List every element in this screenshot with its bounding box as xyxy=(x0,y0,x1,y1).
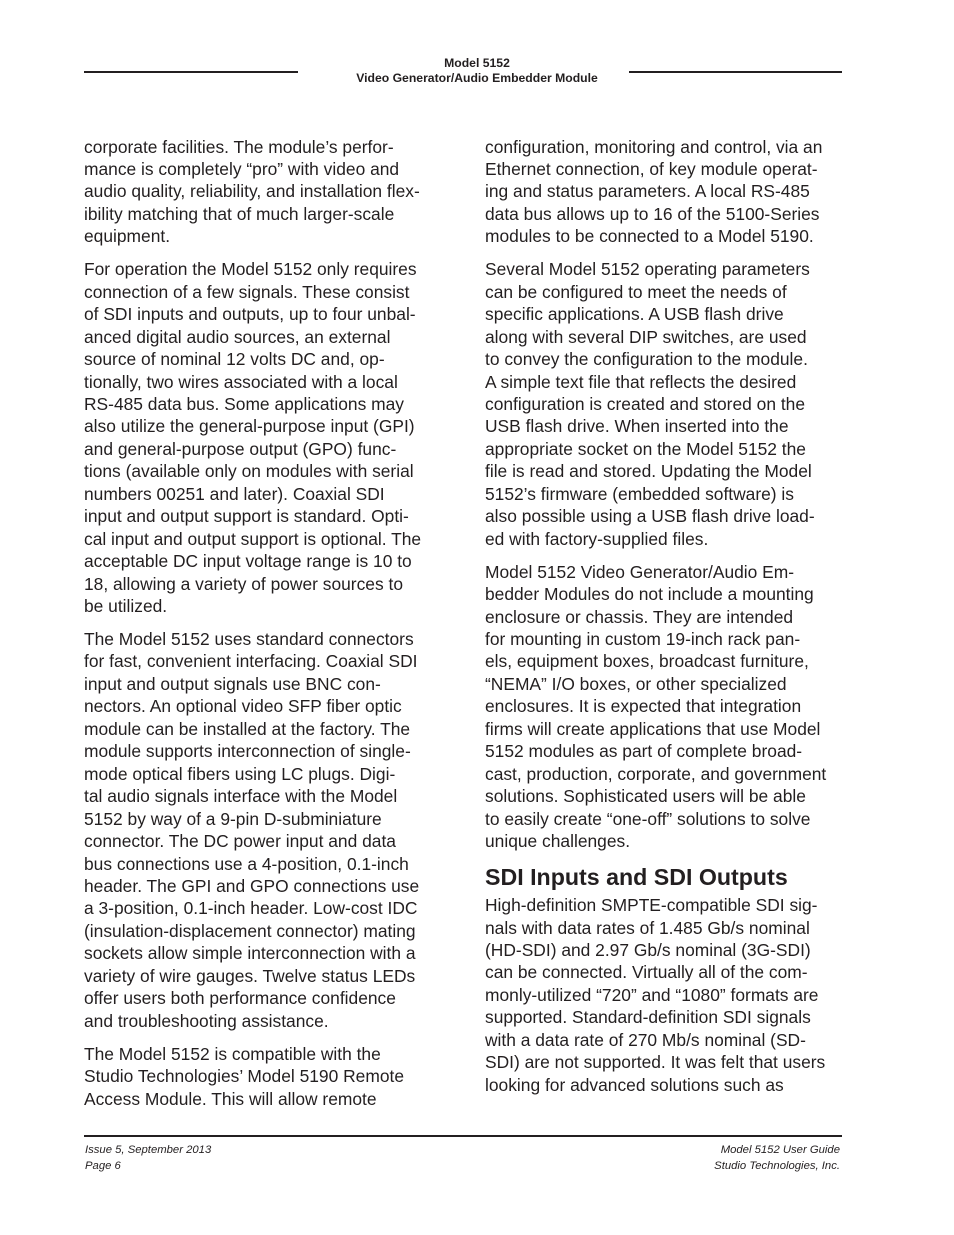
text-line: of SDI inputs and outputs, up to four unbal- xyxy=(84,304,416,325)
paragraph xyxy=(485,894,857,1096)
paragraph xyxy=(485,136,857,248)
text-line: data bus allows up to 16 of the 5100-Series xyxy=(485,203,820,224)
text-line: 5152’s firmware (embedded software) is xyxy=(485,483,794,504)
text-line: bedder Modules do not include a mounting xyxy=(485,584,814,605)
text-line: Several Model 5152 operating parameters xyxy=(485,259,810,280)
section-heading: SDI Inputs and SDI Outputs xyxy=(485,864,788,891)
text-line: firms will create applications that use Model xyxy=(485,718,821,739)
text-line: module can be installed at the factory. The xyxy=(84,718,411,739)
text-line: to convey the configuration to the module. xyxy=(485,349,808,370)
text-line: ing and status parameters. A local RS-485 xyxy=(485,181,810,202)
text-line: and troubleshooting assistance. xyxy=(84,1010,329,1031)
text-line: module supports interconnection of single- xyxy=(84,741,411,762)
page-header-title xyxy=(0,56,954,85)
text-line: solutions. Sophisticated users will be able xyxy=(485,786,806,807)
text-line: Model 5152 Video Generator/Audio Em- xyxy=(485,561,795,582)
text-line: (HD-SDI) and 2.97 Gb/s nominal (3G-SDI) xyxy=(485,939,811,960)
text-line: configuration is created and stored on the xyxy=(485,393,806,414)
text-line: unique challenges. xyxy=(485,831,631,852)
header-model: Model 5152 xyxy=(444,56,510,70)
header-subtitle: Video Generator/Audio Embedder Module xyxy=(356,70,598,85)
text-line: input and output support is standard. Opti- xyxy=(84,506,409,527)
text-line: anced digital audio sources, an external xyxy=(84,326,391,347)
text-line: also utilize the general-purpose input (GPI) xyxy=(84,416,415,437)
text-line: for mounting in custom 19-inch rack pan- xyxy=(485,629,801,650)
text-line: modules to be connected to a Model 5190. xyxy=(485,226,814,247)
text-line: Studio Technologies’ Model 5190 Remote xyxy=(84,1066,405,1087)
footer-issue: Issue 5, September 2013 xyxy=(85,1144,212,1156)
paragraph xyxy=(485,258,857,550)
footer-rule xyxy=(84,1135,842,1137)
text-line: The Model 5152 is compatible with the xyxy=(84,1043,381,1064)
footer-guide-title: Model 5152 User Guide xyxy=(720,1144,840,1156)
text-line: 18, allowing a variety of power sources to xyxy=(84,573,403,594)
text-line: input and output signals use BNC con- xyxy=(84,673,381,694)
paragraph xyxy=(485,561,857,853)
text-line: a 3-position, 0.1-inch header. Low-cost IDC xyxy=(84,898,418,919)
paragraph xyxy=(84,136,452,248)
text-line: tions (available only on modules with serial xyxy=(84,461,414,482)
text-line: equipment. xyxy=(84,226,171,247)
text-line: enclosure or chassis. They are intended xyxy=(485,606,794,627)
text-line: supported. Standard-definition SDI signals xyxy=(485,1007,811,1028)
text-line: appropriate socket on the Model 5152 the xyxy=(485,438,806,459)
text-line: numbers 00251 and later). Coaxial SDI xyxy=(84,483,385,504)
text-line: offer users both performance confidence xyxy=(84,988,396,1009)
left-column xyxy=(84,136,452,1121)
text-line: can be configured to meet the needs of xyxy=(485,281,787,302)
text-line: header. The GPI and GPO connections use xyxy=(84,876,420,896)
text-line: (insulation-displacement connector) mating xyxy=(84,920,416,941)
text-line: bus connections use a 4-position, 0.1-inch xyxy=(84,853,409,874)
text-line: tionally, two wires associated with a local xyxy=(84,371,398,392)
text-line: be utilized. xyxy=(84,596,168,617)
text-line: ed with factory-supplied files. xyxy=(485,528,709,549)
text-line: cal input and output support is optional. The xyxy=(84,528,422,549)
text-line: els, equipment boxes, broadcast furniture, xyxy=(485,651,809,672)
text-line: A simple text file that reflects the desired xyxy=(485,371,797,392)
text-line: The Model 5152 uses standard connectors xyxy=(84,629,414,650)
text-line: cast, production, corporate, and government xyxy=(485,763,827,784)
text-line: High-definition SMPTE-compatible SDI sig- xyxy=(485,895,818,916)
paragraph xyxy=(84,1043,452,1110)
text-line: connection of a few signals. These consist xyxy=(84,281,410,302)
text-line: configuration, monitoring and control, via an xyxy=(485,136,823,157)
footer-page-number: Page 6 xyxy=(85,1159,121,1172)
text-line: Access Module. This will allow remote xyxy=(84,1088,377,1109)
text-line: to easily create “one-off” solutions to solve xyxy=(485,808,811,829)
text-line: acceptable DC input voltage range is 10 to xyxy=(84,551,412,572)
text-line: mance is completely “pro” with video and xyxy=(84,158,400,179)
text-line: RS-485 data bus. Some applications may xyxy=(84,393,404,414)
footer-company: Studio Technologies, Inc. xyxy=(714,1159,840,1172)
text-line: 5152 modules as part of complete broad- xyxy=(485,741,803,762)
text-line: USB flash drive. When inserted into the xyxy=(485,416,789,437)
text-line: mode optical fibers using LC plugs. Digi- xyxy=(84,763,396,784)
right-column xyxy=(485,136,857,1107)
text-line: SDI) are not supported. It was felt that users xyxy=(485,1052,826,1073)
text-line: For operation the Model 5152 only requires xyxy=(84,259,417,280)
text-line: with a data rate of 270 Mb/s nominal (SD- xyxy=(485,1029,806,1050)
text-line: can be connected. Virtually all of the com- xyxy=(485,962,808,983)
text-line: 5152 by way of a 9-pin D-subminiature xyxy=(84,808,382,829)
text-line: sockets allow simple interconnection with a xyxy=(84,943,416,964)
text-line: monly-utilized “720” and “1080” formats are xyxy=(485,984,819,1005)
text-line: ibility matching that of much larger-scale xyxy=(84,203,395,224)
text-line: Ethernet connection, of key module operat- xyxy=(485,158,818,179)
text-line: variety of wire gauges. Twelve status LEDs xyxy=(84,965,416,986)
text-line: and general-purpose output (GPO) func- xyxy=(84,438,397,459)
text-line: enclosures. It is expected that integration xyxy=(485,696,802,717)
text-line: corporate facilities. The module’s perfor- xyxy=(84,136,394,157)
text-line: for fast, convenient interfacing. Coaxial SDI xyxy=(84,651,418,672)
text-line: nals with data rates of 1.485 Gb/s nominal xyxy=(485,917,810,938)
text-line: tal audio signals interface with the Model xyxy=(84,786,398,807)
text-line: source of nominal 12 volts DC and, op- xyxy=(84,349,385,370)
text-line: specific applications. A USB flash drive xyxy=(485,304,784,325)
text-line: nectors. An optional video SFP fiber optic xyxy=(84,696,402,717)
text-line: audio quality, reliability, and installation flex- xyxy=(84,181,420,202)
footer-right xyxy=(714,1143,840,1174)
text-line: also possible using a USB flash drive load- xyxy=(485,506,815,527)
text-line: file is read and stored. Updating the Model xyxy=(485,461,812,482)
paragraph xyxy=(84,258,452,617)
text-line: connector. The DC power input and data xyxy=(84,831,396,852)
text-line: looking for advanced solutions such as xyxy=(485,1074,784,1095)
text-line: “NEMA” I/O boxes, or other specialized xyxy=(485,673,787,694)
paragraph xyxy=(84,628,452,1032)
text-line: along with several DIP switches, are used xyxy=(485,326,807,347)
footer-left xyxy=(85,1143,211,1174)
